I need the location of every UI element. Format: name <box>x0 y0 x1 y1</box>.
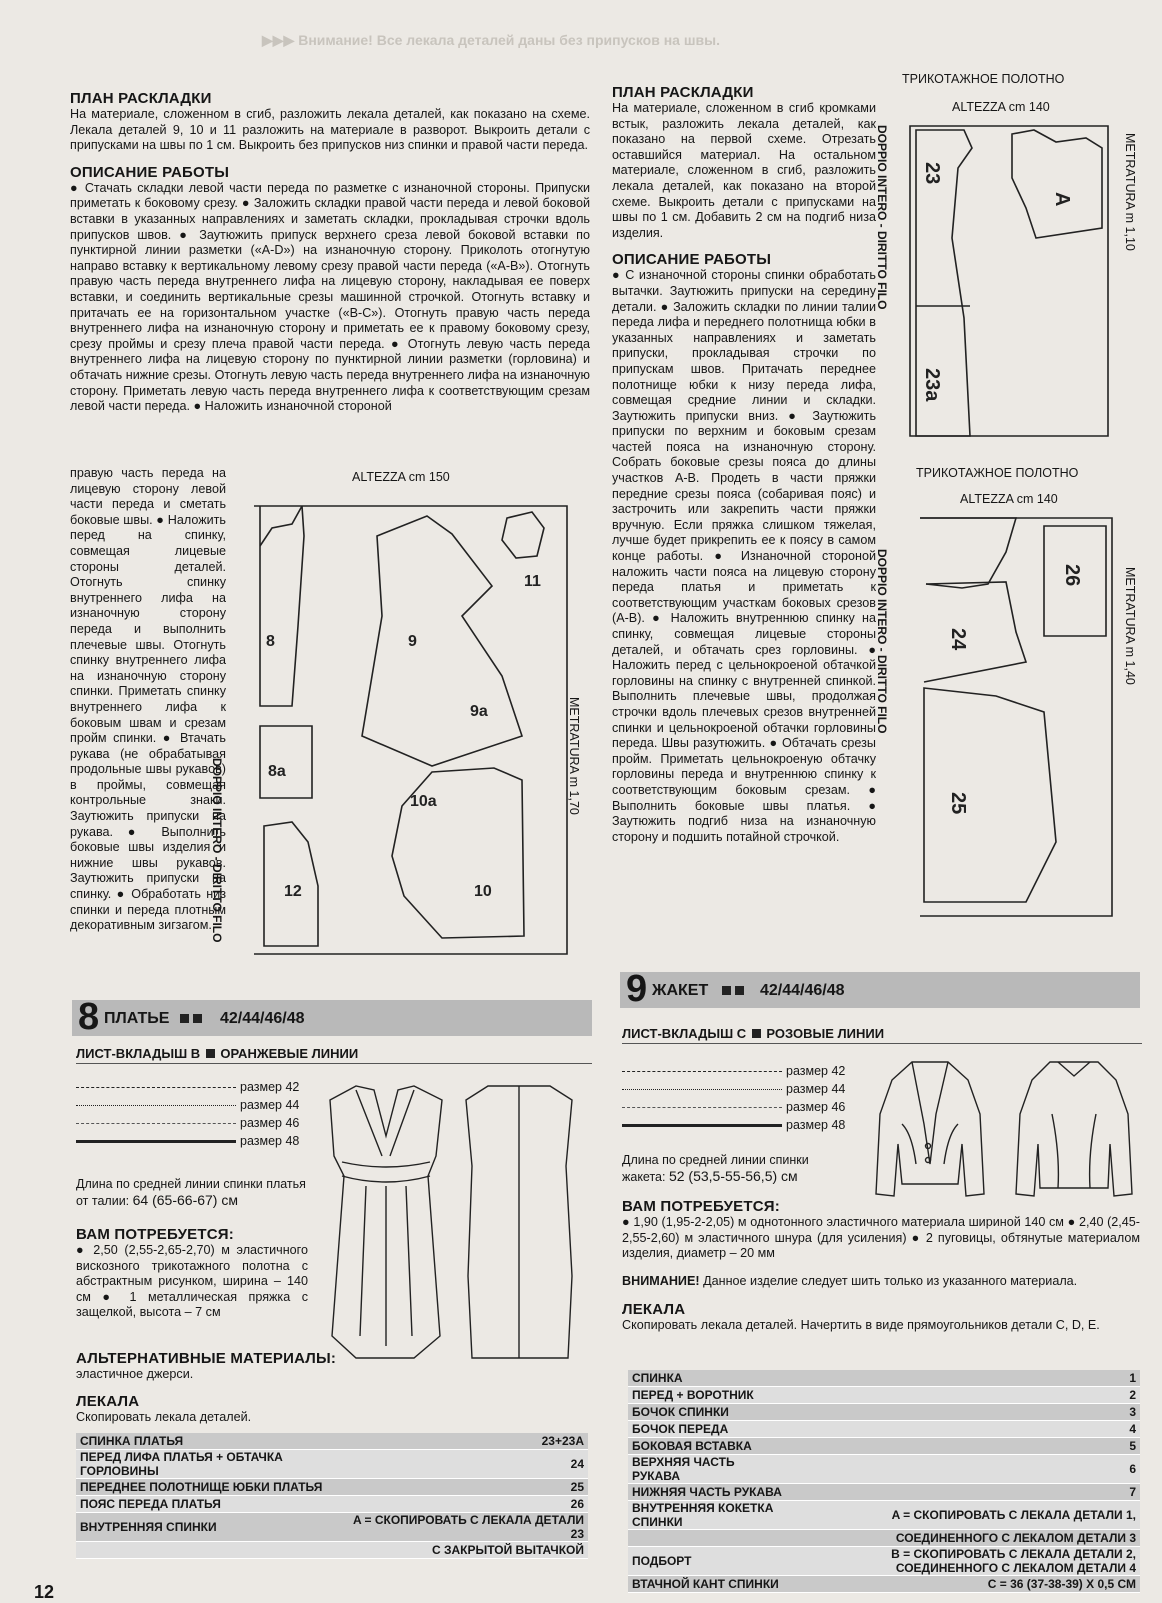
dress-parts-table <box>76 1433 588 1559</box>
dress-size-squares-icon <box>178 1010 204 1028</box>
part-name: БОЧОК ПЕРЕДА <box>628 1421 789 1438</box>
piece-23-label: 23 <box>921 162 943 185</box>
col1-work-title: ОПИСАНИЕ РАБОТЫ <box>70 163 230 181</box>
table-row <box>628 1501 1140 1530</box>
jacket-patterns-text: Скопировать лекала деталей. Начертить в виде прямоугольников детали С, D, E. <box>622 1318 1100 1333</box>
jacket-size-squares-icon <box>720 982 746 1000</box>
dress-patterns-text: Скопировать лекала деталей. <box>76 1409 252 1424</box>
piece-23a-label: 23a <box>921 368 943 402</box>
part-num: C = 36 (37-38-39) X 0,5 СМ <box>789 1576 1140 1593</box>
part-name <box>628 1530 789 1547</box>
part-num: 23+23A <box>348 1433 588 1450</box>
legend-42: размер 42 <box>786 1064 846 1078</box>
page-number: 12 <box>34 1582 55 1602</box>
jacket-number: 9 <box>626 968 648 1010</box>
col1-layout-section <box>70 90 590 415</box>
part-num: A = СКОПИРОВАТЬ С ЛЕКАЛА ДЕТАЛИ 1, <box>789 1501 1140 1530</box>
legend-44: размер 44 <box>786 1082 846 1096</box>
part-name: ПЕРЕДНЕЕ ПОЛОТНИЩЕ ЮБКИ ПЛАТЬЯ <box>76 1479 348 1496</box>
line-46-icon <box>622 1107 782 1108</box>
d1-metratura: METRATURA m 1,10 <box>1123 133 1137 251</box>
part-name: ПЕРЕД + ВОРОТНИК <box>628 1387 789 1404</box>
col1-layout-text: На материале, сложенном в сгиб, разложить лекала деталей, как показано на схеме. Лекала деталей 9, 10 и 11 разложить на материале в разворот. Выкроить детали с припусками на швы по 1 см. Выкроить без припусков низ спинки и правой части переда. <box>70 107 590 153</box>
legend-48: размер 48 <box>786 1118 846 1132</box>
col2-layout-text: На материале, сложенном в сгиб кромками встык, разложить лекала деталей, как показано на первой схеме. Отрезать оставшийся материал. На остальном материале, сложенном в сгиб, разложить лекала деталей, как показано на второй схеме. Выкроить детали с припусками на швы по 1 см. Добавить 2 см на подгиб низа изделия. <box>612 101 876 240</box>
col1-narrow-text <box>70 466 226 934</box>
col1-layout-title: ПЛАН РАСКЛАДКИ <box>70 90 212 107</box>
table-row <box>76 1433 588 1450</box>
table-row <box>628 1404 1140 1421</box>
table-row <box>628 1576 1140 1593</box>
dress-need-title: ВАМ ПОТРЕБУЕТСЯ: <box>76 1226 234 1243</box>
table-row <box>628 1370 1140 1387</box>
col2-work-text: ● С изнаночной стороны спинки обработать вытачки. Заутюжить припуски на середину детали. ● Заложить складки по линии талии переда лифа и переднего полотнища юбки в указанных направлениях и заметать припуски, прокладывая строчки по припускам швов. Притачать переднее полотнище юбки к низу переда лифа, совмещая средние линии и складки. Заутюжить припуски вниз. ● Заутюжить припуски по верхним и боковым срезам частей пояса на изнаночную сторону. Собрать боковые срезы пояса до длины участков A-B. Продеть в части пряжки передние срезы пояса (собаривая пояс) и застрочить или закрепить части пряжки вручную. Если пряжка слишком тяжелая, лучше будет прикрепить ее к поясу в самом конце работы. ● Изнаночной стороной наложить части пояса на лицевую сторону переда платья и приметать к соответствующим участкам боковых срезов (A-B). ● Наложить внутреннюю спинку на спинку, совмещая лицевые стороны деталей, и обтачать срез горловины. ● Наложить перед с цельнокроеной обтачкой горловины на спинку с внутренней спинкой. Выполнить плечевые швы, продолжая строчки вдоль плечевых срезов внутренней спинки и цельнокроеной обтачки горловины переда. Швы разутюжить. ● Обтачать срезы пройм. Приметать цельнокроеную обтачку горловины переда и внутреннюю спинку к соответствующим боковым срезам. ● Выполнить боковые швы платья. ● Заутюжить подгиб низа на изнаночную сторону и подшить потайной строчкой. <box>612 268 876 844</box>
table-row <box>628 1421 1140 1438</box>
table-row <box>628 1530 1140 1547</box>
jacket-patterns-title: ЛЕКАЛА <box>622 1301 686 1319</box>
table-row <box>76 1542 588 1559</box>
dress-length-text: Длина по средней линии спинки платья от талии: <box>76 1177 306 1208</box>
part-num: 7 <box>789 1484 1140 1501</box>
dress-alt-text: эластичное джерси. <box>76 1367 194 1381</box>
part-name: ВНУТРЕННЯЯ СПИНКИ <box>76 1513 348 1542</box>
col1-fold-label: DOPPIO INTERO - DIRITTO FILO <box>210 758 224 943</box>
jacket-sheet <box>622 1026 1142 1044</box>
dress-name: ПЛАТЬЕ <box>104 1010 170 1027</box>
part-num: A = СКОПИРОВАТЬ С ЛЕКАЛА ДЕТАЛИ 23 <box>348 1513 588 1542</box>
jacket-need-title: ВАМ ПОТРЕБУЕТСЯ: <box>622 1198 780 1215</box>
dress-length-value: 64 (65-66-67) см <box>132 1192 238 1208</box>
piece-26-label: 26 <box>1061 564 1083 587</box>
legend-42: размер 42 <box>240 1080 300 1094</box>
dress-sheet-square-icon <box>206 1049 215 1058</box>
dress-number: 8 <box>78 996 100 1038</box>
faded-header-note: ▶▶▶ Внимание! Все лекала деталей даны без припусков на швы. <box>262 32 720 48</box>
jacket-warning <box>622 1274 1140 1290</box>
dress-size-legend <box>76 1078 299 1150</box>
piece-24-label: 24 <box>947 628 969 651</box>
table-row <box>628 1455 1140 1484</box>
table-row <box>76 1450 588 1479</box>
dress-sheet <box>76 1046 592 1064</box>
table-row <box>76 1513 588 1542</box>
d1-fold-label: DOPPIO INTERO - DIRITTO FILO <box>875 125 889 310</box>
d2-fold-label: DOPPIO INTERO - DIRITTO FILO <box>875 549 889 734</box>
line-48-icon <box>622 1124 782 1127</box>
dress-patterns-title: ЛЕКАЛА <box>76 1392 140 1410</box>
part-name: СПИНКА <box>628 1370 789 1387</box>
jacket-need <box>622 1198 1140 1334</box>
jacket-sketch <box>862 1054 1138 1200</box>
jacket-sheet-label: ЛИСТ-ВКЛАДЫШ С <box>622 1026 747 1041</box>
line-44-icon <box>76 1105 236 1106</box>
col1-work-text-narrow: правую часть переда на лицевую сторону левой части переда и сметать боковые швы. ● Наложить перед на спинку, совмещая лицевые стороны деталей. Отогнуть спинку внутреннего лифа на изнаночную сторону переда и выполнить плечевые швы. Отогнуть спинку внутреннего лифа на изнаночную сторону спинки. Приметать спинку внутреннего лифа к боковым швам и срезам пройм спинки. ● Втачать рукава (не обрабатывая продольные швы рукавов) в проймы, совмещая контрольные знаки. Заутюжить припуски на рукава. ● Выполнить боковые швы изделия и нижние швы рукавов. Заутюжить припуски на спинку. ● Обработать низ спинки и переда плотным декоративным зигзагом. <box>70 466 226 933</box>
d1-altezza: ALTEZZA cm 140 <box>952 100 1050 114</box>
col2-text <box>612 84 876 845</box>
jacket-size-legend <box>622 1062 845 1134</box>
part-name: ВНУТРЕННЯЯ КОКЕТКА СПИНКИ <box>628 1501 789 1530</box>
jacket-warning-text: Данное изделие следует шить только из указанного материала. <box>703 1273 1078 1288</box>
table-row <box>76 1479 588 1496</box>
table-row <box>628 1547 1140 1576</box>
dress-sizes: 42/44/46/48 <box>220 1010 305 1027</box>
col2-diagram-1 <box>906 118 1112 444</box>
part-name: ВЕРХНЯЯ ЧАСТЬ РУКАВА <box>628 1455 789 1484</box>
table-row <box>628 1438 1140 1455</box>
table-row <box>628 1387 1140 1404</box>
line-44-icon <box>622 1089 782 1090</box>
piece-12-label: 12 <box>284 883 302 900</box>
part-num: С ЗАКРЫТОЙ ВЫТАЧКОЙ <box>348 1542 588 1559</box>
d1-fabric: ТРИКОТАЖНОЕ ПОЛОТНО <box>902 72 1065 86</box>
legend-44: размер 44 <box>240 1098 300 1112</box>
part-name: ПОДБОРТ <box>628 1547 789 1576</box>
part-num: B = СКОПИРОВАТЬ С ЛЕКАЛА ДЕТАЛИ 2, СОЕДИНЕННОГО С ЛЕКАЛОМ ДЕТАЛИ 4 <box>789 1547 1140 1576</box>
part-num: 24 <box>348 1450 588 1479</box>
piece-10-label: 10 <box>474 883 492 900</box>
dress-alt-title: АЛЬТЕРНАТИВНЫЕ МАТЕРИАЛЫ: <box>76 1350 337 1367</box>
legend-48: размер 48 <box>240 1134 300 1148</box>
d2-metratura: METRATURA m 1,40 <box>1123 567 1137 685</box>
part-name: НИЖНЯЯ ЧАСТЬ РУКАВА <box>628 1484 789 1501</box>
dress-sheet-label: ЛИСТ-ВКЛАДЫШ В <box>76 1046 201 1061</box>
jacket-warning-title: ВНИМАНИЕ! <box>622 1273 700 1288</box>
piece-8-label: 8 <box>266 633 275 650</box>
line-42-icon <box>622 1071 782 1072</box>
line-46-icon <box>76 1123 236 1124</box>
dress-length <box>76 1176 308 1209</box>
jacket-sheet-lines: РОЗОВЫЕ ЛИНИИ <box>766 1026 885 1041</box>
part-num: 2 <box>789 1387 1140 1404</box>
part-name: СПИНКА ПЛАТЬЯ <box>76 1433 348 1450</box>
col1-layout-diagram <box>210 470 588 988</box>
col1-work-text: ● Стачать складки левой части переда по разметке с изнаночной стороны. Припуски приметать к боковому срезу. ● Заложить складки правой части переда и левой боковой вставки в указанных направлениях и заметать складки, прокладывая строчки вдоль припусков швов. ● Заутюжить припуск верхнего среза левой боковой вставки по пунктирной линии разметки («A-D») на изнаночную сторону. Приколоть отогнутую направо вставку к вертикальному левому срезу правой части переда («A-B»). Отогнуть правую часть переда внутреннего лифа на лицевую сторону, накладывая ее поверх вставки, и соединить вертикальные срезы машинной строчкой. Отогнуть вставку и притачать ее на горизонтальном участке («B-C»). Отогнуть правую часть переда внутреннего лифа на изнаночную сторону и приметать ее к правому боковому срезу, срезу проймы и срезу плеча правой части переда. ● Отогнуть левую часть переда внутреннего лифа на лицевую сторону по пунктирной линии разметки (горловина) и обтачать нижние срезы. Отогнуть левую часть переда внутреннего лифа на изнаночную сторону. Приметать левую часть переда внутреннего лифа к соответствующим срезам левой части переда. ● Наложить изнаночной стороной <box>70 180 590 414</box>
jacket-sizes: 42/44/46/48 <box>760 982 845 999</box>
jacket-length-text: Длина по средней линии спинки жакета: <box>622 1153 809 1184</box>
col2-layout-title: ПЛАН РАСКЛАДКИ <box>612 84 754 101</box>
jacket-length <box>622 1152 852 1185</box>
part-name: БОКОВАЯ ВСТАВКА <box>628 1438 789 1455</box>
part-num: 26 <box>348 1496 588 1513</box>
part-num: 1 <box>789 1370 1140 1387</box>
part-num: 6 <box>789 1455 1140 1484</box>
jacket-sheet-square-icon <box>752 1029 761 1038</box>
jacket-length-value: 52 (53,5-55-56,5) см <box>668 1168 798 1184</box>
line-48-icon <box>76 1140 236 1143</box>
part-num: 25 <box>348 1479 588 1496</box>
dress-sketch <box>316 1076 586 1374</box>
part-name: ПЕРЕД ЛИФА ПЛАТЬЯ + ОБТАЧКА ГОРЛОВИНЫ <box>76 1450 348 1479</box>
piece-8a-label: 8a <box>268 763 286 780</box>
part-name: БОЧОК СПИНКИ <box>628 1404 789 1421</box>
piece-25-label: 25 <box>947 792 969 815</box>
part-name <box>76 1542 348 1559</box>
part-name: ВТАЧНОЙ КАНТ СПИНКИ <box>628 1576 789 1593</box>
d2-altezza: ALTEZZA cm 140 <box>960 492 1058 506</box>
table-row <box>76 1496 588 1513</box>
dress-sheet-lines: ОРАНЖЕВЫЕ ЛИНИИ <box>220 1046 359 1061</box>
part-num: 5 <box>789 1438 1140 1455</box>
part-num: СОЕДИНЕННОГО С ЛЕКАЛОМ ДЕТАЛИ 3 <box>789 1530 1140 1547</box>
piece-10a-label: 10a <box>410 793 437 810</box>
part-name: ПОЯС ПЕРЕДА ПЛАТЬЯ <box>76 1496 348 1513</box>
jacket-need-text: ● 1,90 (1,95-2-2,05) м однотонного эластичного материала шириной 140 см ● 2,40 (2,45-2,55-2,60) м эластичного шнура (для усиления) ● 2 пуговицы, обтянутые материалом изделия, диаметр – 20 мм <box>622 1215 1140 1261</box>
jacket-banner <box>620 968 1140 1010</box>
jacket-parts-table <box>628 1370 1140 1593</box>
d2-fabric: ТРИКОТАЖНОЕ ПОЛОТНО <box>916 466 1079 480</box>
dress-banner <box>72 996 592 1038</box>
piece-A-label: A <box>1051 192 1073 207</box>
line-42-icon <box>76 1087 236 1088</box>
piece-9-label: 9 <box>408 633 417 650</box>
piece-9a-label: 9a <box>470 703 488 720</box>
legend-46: размер 46 <box>786 1100 846 1114</box>
col2-work-title: ОПИСАНИЕ РАБОТЫ <box>612 251 772 269</box>
legend-46: размер 46 <box>240 1116 300 1130</box>
col1-metratura: METRATURA m 1,70 <box>567 697 581 815</box>
piece-11-label: 11 <box>524 573 541 590</box>
table-row <box>628 1484 1140 1501</box>
header-arrows-icon: ▶▶▶ <box>262 32 299 48</box>
part-num: 4 <box>789 1421 1140 1438</box>
dress-need <box>76 1226 308 1321</box>
col2-diagram-2 <box>916 512 1116 924</box>
col1-altezza: ALTEZZA cm 150 <box>352 470 450 484</box>
dress-need-text: ● 2,50 (2,55-2,65-2,70) м эластичного вискозного трикотажного полотна с абстрактным рисунком, ширина – 140 см ● 1 металлическая пряжка с защелкой, высота – 7 см <box>76 1243 308 1320</box>
part-num: 3 <box>789 1404 1140 1421</box>
jacket-name: ЖАКЕТ <box>652 982 709 999</box>
